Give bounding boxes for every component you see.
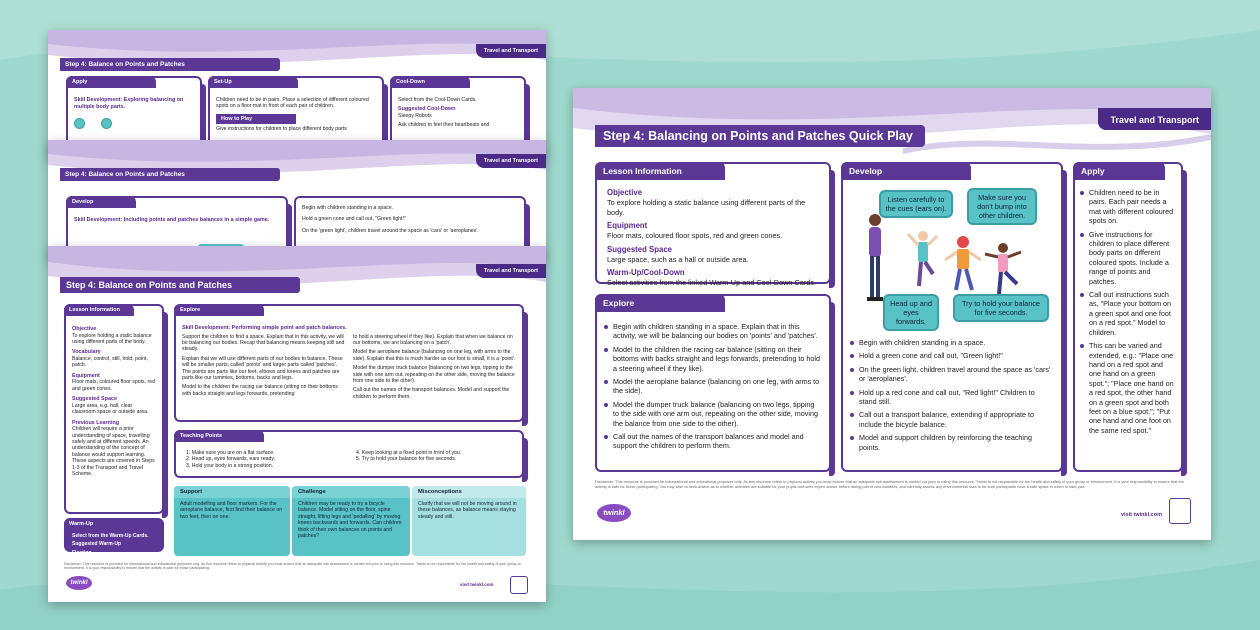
objective-text: To explore holding a static balance using different parts of the body. — [607, 198, 806, 217]
tag-label: Travel and Transport — [476, 154, 546, 168]
teacher-figure — [867, 214, 883, 301]
explore-item: Model to the children the racing car balance (sitting on their bottoms with backs straight and legs forwards, pretending — [182, 384, 338, 397]
space-heading: Suggested Space — [72, 396, 117, 403]
space-text: Large space, such as a hall or outside area. — [607, 254, 749, 264]
child-figure — [945, 236, 981, 290]
previous-learning-text: Children will require a prior understanding of space, travelling safely and at different speeds. An understanding of the concept of balance would support learning. These aspects are covered in Steps 1-3 of the Transport and Travel Scheme. — [72, 426, 155, 478]
tag-label: Travel and Transport — [476, 44, 546, 58]
support-card — [174, 486, 290, 556]
quality-badge — [510, 576, 528, 594]
explore-item: Begin with children standing in a space. Explain that in this activity, we will be balancing our bodies on 'points' and 'patches'. — [601, 322, 821, 341]
teaching-point: 1. Make sure you are on a flat surface. — [186, 450, 275, 456]
explore-item: to hold a steering wheel if they like). Explain that when we balance on our bottoms, we are balancing on a 'patch'. — [353, 333, 513, 346]
lesson-info-card — [64, 304, 164, 514]
apply-tab: Apply — [66, 76, 156, 88]
warmup-text: Select from the Warm-Up Cards. — [72, 533, 149, 539]
explore-item: Model to the children the racing car balance (sitting on their bottoms with backs straight and legs forwards, pretending to hold a steering wheel if they like). — [601, 345, 821, 373]
twinkl-logo: twinkl — [66, 576, 92, 590]
front-sheet — [48, 246, 546, 602]
misconceptions-heading: Misconceptions — [412, 486, 526, 498]
child-figure — [908, 231, 937, 286]
develop-item: Hold a green cone and call out, "Green light!" — [302, 216, 406, 223]
warmup-tab: Warm-Up — [64, 518, 114, 529]
develop-item: Begin with children standing in a space. — [302, 205, 394, 211]
misconceptions-card — [412, 486, 526, 556]
warmup-sub: Floating — [72, 550, 92, 556]
teaching-point: 3. Hold your body in a strong position. — [186, 462, 274, 469]
previous-learning-heading: Previous Learning — [72, 419, 120, 426]
support-heading: Support — [174, 486, 290, 498]
equipment-text: Floor mats, coloured floor spots, red and green cones. — [72, 379, 156, 392]
quality-badge — [1169, 498, 1191, 524]
back-sheet-middle — [48, 140, 546, 260]
cooldown-more: Ask children to feel their heartbeats and — [398, 122, 490, 129]
cooldown-sub: Sleepy Robots — [398, 113, 432, 119]
develop-tab: Develop — [66, 196, 136, 208]
vocab-text: Balance, control, still, hold, point, patch. — [72, 356, 148, 369]
apply-text: Skill Development: Exploring balancing on multiple body parts. — [74, 97, 184, 110]
setup-tab: Set-Up — [208, 76, 298, 88]
equipment-heading: Equipment — [72, 372, 100, 379]
tip-bubble: Make sure you don't bump into other children. — [967, 188, 1037, 225]
apply-item: Call out instructions such as, "Place your bottom on a green spot and one foot on a red spot." Model to children. — [1077, 290, 1175, 337]
develop-card — [841, 162, 1063, 472]
warmup-card — [64, 518, 164, 556]
explore-heading: Skill Development: Performing simple point and patch balances. — [182, 325, 347, 331]
teaching-point: 4. Keep looking at a fixed point in front of you. — [356, 450, 462, 456]
cooldown-tab: Cool-Down — [390, 76, 470, 88]
main-sheet — [573, 88, 1211, 540]
misconceptions-text: Clarify that we will not be moving around in these balances, as balance means staying steady and still. — [418, 501, 517, 520]
apply-card — [1073, 162, 1183, 472]
visit-link[interactable]: visit twinkl.com — [460, 582, 494, 587]
teaching-points-card — [174, 430, 524, 478]
explore-item: Call out the names of the transport balances and model and support the children to perform them. — [601, 432, 821, 451]
tag-label: Travel and Transport — [1098, 108, 1211, 130]
tip-bubble: Listen carefully to the cues (ears on). — [879, 190, 953, 218]
sheet-title: Step 4: Balance on Points and Patches — [60, 58, 280, 71]
develop-item: Begin with children standing in a space. — [847, 338, 1053, 347]
develop-tab: Develop — [841, 162, 971, 180]
develop-item: Call out a transport balance, extending if appropriate to include the bicycle balance. — [847, 410, 1053, 429]
page-title: Step 4: Balancing on Points and Patches Quick Play — [595, 125, 925, 147]
child-icon — [74, 118, 85, 129]
warmup-cooldown-heading: Warm-Up/Cool-Down — [607, 268, 685, 278]
explore-item: Model the aeroplane balance (balancing on one leg, with arms to the side). Explain that this is much harder as our foot is small, it is a 'point'. — [353, 349, 516, 362]
sheet-title: Step 4: Balance on Points and Patches — [60, 277, 300, 293]
twinkl-logo: twinkl — [597, 504, 631, 522]
explore-card — [595, 294, 831, 472]
challenge-text: Children may be ready to try a bicycle balance. Model sitting on the floor, spine straight, lifting legs and 'pedalling' by moving knees backwards and forwards. Can children think of their own balances on points and patches? — [298, 501, 402, 540]
teaching-points-tab: Teaching Points — [174, 430, 264, 442]
explore-item: Call out the names of the transport balances. Model and support the children to perform them. — [353, 387, 510, 400]
disclaimer: Disclaimer: This resource is provided for informational and educational purposes only. As this resource refers to physical activity you must ensure that an adequate risk assessment is carried out prior to using this resource. Twinkl is not responsible for the health and safety of your group or environment. It is your responsibility to ensure that the activity is safe for those participating. — [64, 562, 521, 571]
develop-item: On the green light, children travel around the space as 'cars' or 'aeroplanes'. — [847, 365, 1053, 384]
vocab-heading: Vocabulary — [72, 349, 101, 356]
explore-item: Explain that we will use different parts of our bodies to balance. These will be smaller parts, called 'points' and larger parts called 'patches'. The points are parts like our feet, elbows and knees and patches are parts like our tummies, bottoms, backs and legs. — [182, 355, 343, 382]
explore-item: Model the dumper truck balance (balancing on two legs, tipping to the side with one arm out, repeating on the other side, moving the balance from one side to the other). — [601, 400, 821, 428]
explore-item: Model the aeroplane balance (balancing on one leg, with arms to the side). — [601, 377, 821, 396]
explore-tab: Explore — [174, 304, 264, 316]
space-text: Large area, e.g. hall, clear classroom space or outside area. — [72, 402, 149, 416]
explore-card — [174, 304, 524, 422]
child-figure — [985, 243, 1021, 294]
howto-text: Give instructions for children to place different body parts — [216, 125, 347, 132]
cooldown-text: Select from the Cool-Down Cards. — [398, 97, 477, 103]
warmup-cooldown-text: Select activities from the linked Warm-Up and Cool-Down Cards. — [607, 278, 816, 288]
develop-item: Hold a green cone and call out, "Green light!" — [847, 351, 1053, 360]
cooldown-sub-heading: Suggested Cool-Down — [398, 106, 456, 113]
apply-item: Children need to be in pairs. Each pair needs a mat with different coloured spots on. — [1077, 188, 1175, 226]
space-heading: Suggested Space — [607, 244, 672, 254]
equipment-heading: Equipment — [607, 221, 648, 231]
apply-tab: Apply — [1073, 162, 1165, 180]
sheet-title: Step 4: Balance on Points and Patches — [60, 168, 280, 181]
setup-text: Children need to be in pairs. Place a selection of different coloured spots on a floor mat in front of each pair of children. — [216, 97, 369, 110]
objective-heading: Objective — [607, 188, 643, 197]
tip-bubble: Try to hold your balance for five seconds. — [953, 294, 1049, 322]
explore-tab: Explore — [595, 294, 725, 312]
lesson-info-tab: Lesson Information — [64, 304, 134, 316]
tag-label: Travel and Transport — [476, 264, 546, 278]
develop-item: Hold up a red cone and call out, "Red light!" Children to stand still. — [847, 388, 1053, 407]
warmup-sub-heading: Suggested Warm-Up — [72, 541, 121, 547]
teaching-point: 2. Head up, eyes forwards, ears ready. — [186, 456, 275, 463]
lesson-info-tab: Lesson Information — [595, 162, 725, 180]
tip-bubble: Head up and eyes forwards. — [883, 294, 939, 331]
apply-item: Give instructions for children to place different body parts on different coloured spots. Include a range of points and patches. — [1077, 230, 1175, 286]
develop-item: Model and support children by reinforcing the teaching points. — [847, 433, 1053, 452]
explore-item: Model the dumper truck balance (balancing on two legs, tipping to the side with one arm out, repeating on the other side, moving the balance from one side to the other). — [353, 365, 515, 385]
develop-item: On the 'green light', children travel around the space as 'cars' or 'aeroplanes'. — [302, 227, 479, 234]
lesson-info-card — [595, 162, 831, 288]
develop-text: Skill Development: Including points and patches balances in a simple game. — [74, 217, 270, 223]
visit-link[interactable]: visit twinkl.com — [1121, 512, 1162, 518]
disclaimer: Disclaimer: This resource is provided for informational and educational purposes only. As this resource refers to physical activity you must ensure that an adequate risk assessment is carried out prior to using this resource. Twinkl is not responsible for the health and safety of your group or environment. It is your responsibility to ensure that the activity is safe for those participating. You may wish to seek advice as to whether activities are suitable for your pupils and seek expert advice before taking part in new activities, and carefully assess any environmental risks to be sure participants have a safe space in which to take part. — [595, 479, 1184, 489]
objective-heading: Objective — [72, 326, 97, 332]
challenge-heading: Challenge — [292, 486, 410, 498]
child-icon — [101, 118, 112, 129]
apply-item: This can be varied and extended, e.g.: "Place one hand on a red spot and one hand on a green spot."; "Place one hand on a red spot, the other hand on a green spot and both feet on a blue spot."; "Put one hand and one foot on the same red spot." — [1077, 341, 1175, 435]
equipment-text: Floor mats, coloured floor spots, red and green cones. — [607, 231, 783, 241]
support-text: Adult modelling and floor markers. For the aeroplane balance, first find their balance on two feet, then on one. — [180, 501, 283, 520]
teaching-point: 5. Try to hold your balance for five seconds. — [356, 456, 457, 463]
challenge-card — [292, 486, 410, 556]
objective-text: To explore holding a static balance using different parts of the body. — [72, 332, 152, 345]
explore-item: Support the children to find a space. Explain that in this activity, we will be balancing our bodies. Recap that balancing means keeping still and steady. — [182, 333, 345, 353]
howto-tab: How to Play — [216, 114, 296, 124]
